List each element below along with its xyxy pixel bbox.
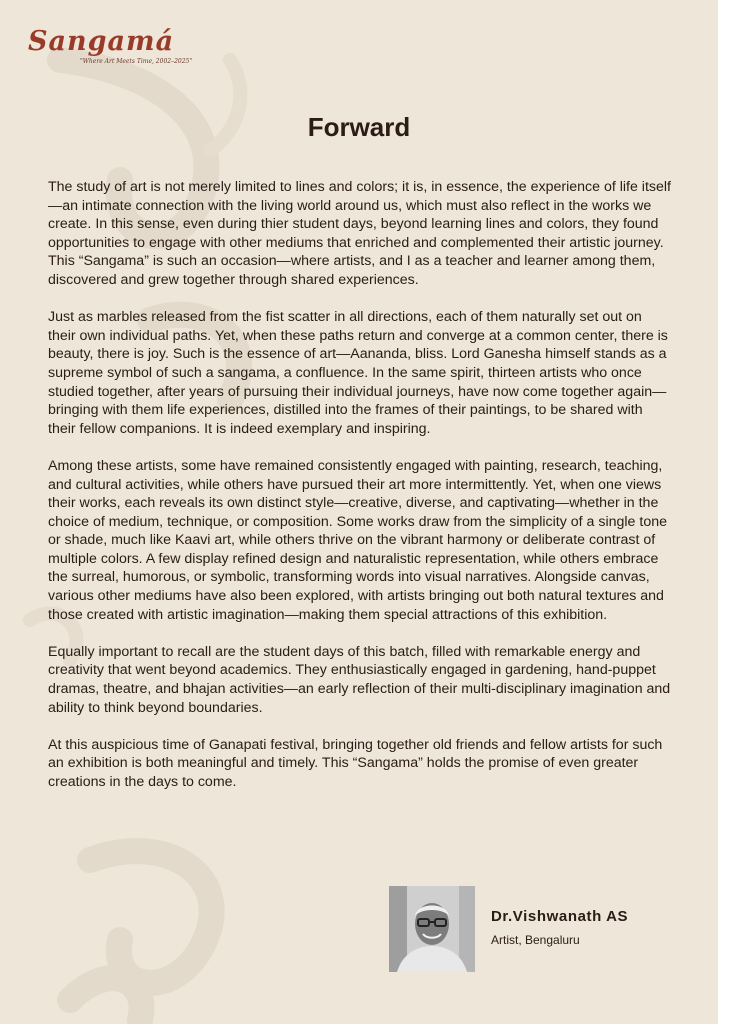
author-name: Dr.Vishwanath AS [491, 908, 629, 925]
paragraph-5: At this auspicious time of Ganapati festival, bringing together old friends and fellow artists for such an exhibition is both meaningful and timely. This “Sangama” holds the promise of even greater creations in the days to come. [48, 736, 663, 790]
sangama-logo [28, 26, 198, 72]
paragraph-4: Equally important to recall are the student days of this batch, filled with remarkable energy and creativity that went beyond academics. They enthusiastically engaged in gardening, hand-puppet dramas, theatre, and bhajan activities—an early reflection of their multi-disciplinary imagination and ability to think beyond boundaries. [48, 643, 671, 716]
author-photo [389, 886, 475, 972]
logo-tagline: "Where Art Meets Time, 2002–2025" [80, 58, 193, 65]
author-role: Artist, Bengaluru [491, 933, 580, 947]
paragraph-3: Among these artists, some have remained consistently engaged with painting, research, teaching, and cultural activities, while others have pursued their art more intermittently. Yet, when one views their works, each reveals its own distinct style—creative, diverse, and captivating—whether in the choice of medium, technique, or composition. Some works draw from the simplicity of a single tone or shade, much like Kaavi art, while others thrive on the vibrant harmony or deliberate contrast of multiple colors. A few display refined design and naturalistic representation, while others embrace the surreal, humorous, or symbolic, transforming words into visual narratives. Alongside canvas, various other mediums have also been explored, with artists bringing out both natural textures and those created with artistic imagination—making them special attractions of this exhibition. [48, 457, 668, 623]
page-title: Forward [307, 112, 411, 142]
paragraph-2: Just as marbles released from the fist scatter in all directions, each of them naturally set out on their own individual paths. Yet, when these paths return and converge at a common center, there is beauty, there is joy. Such is the essence of art—Aananda, bliss. Lord Ganesha himself stands as a supreme symbol of such a sangama, a confluence. In the same spirit, thirteen artists who once studied together, after years of pursuing their individual journeys, have now come together again—bringing with them life experiences, distilled into the frames of their paintings, to be shared with their fellow companions. It is indeed exemplary and inspiring. [48, 309, 668, 437]
logo-wordmark: Sangamá [28, 26, 175, 57]
paragraph-1: The study of art is not merely limited to lines and colors; it is, in essence, the experience of life itself—an intimate connection with the living world around us, which must also reflect in the works we create. In this sense, even during thier student days, beyond learning lines and colors, they found opportunities to engage with other mediums that enriched and complemented their artistic journey. This “Sangama” is such an occasion—where artists, and I as a teacher and learner among them, discovered and grew together through shared experiences. [48, 179, 671, 288]
foreword-body [48, 178, 672, 810]
